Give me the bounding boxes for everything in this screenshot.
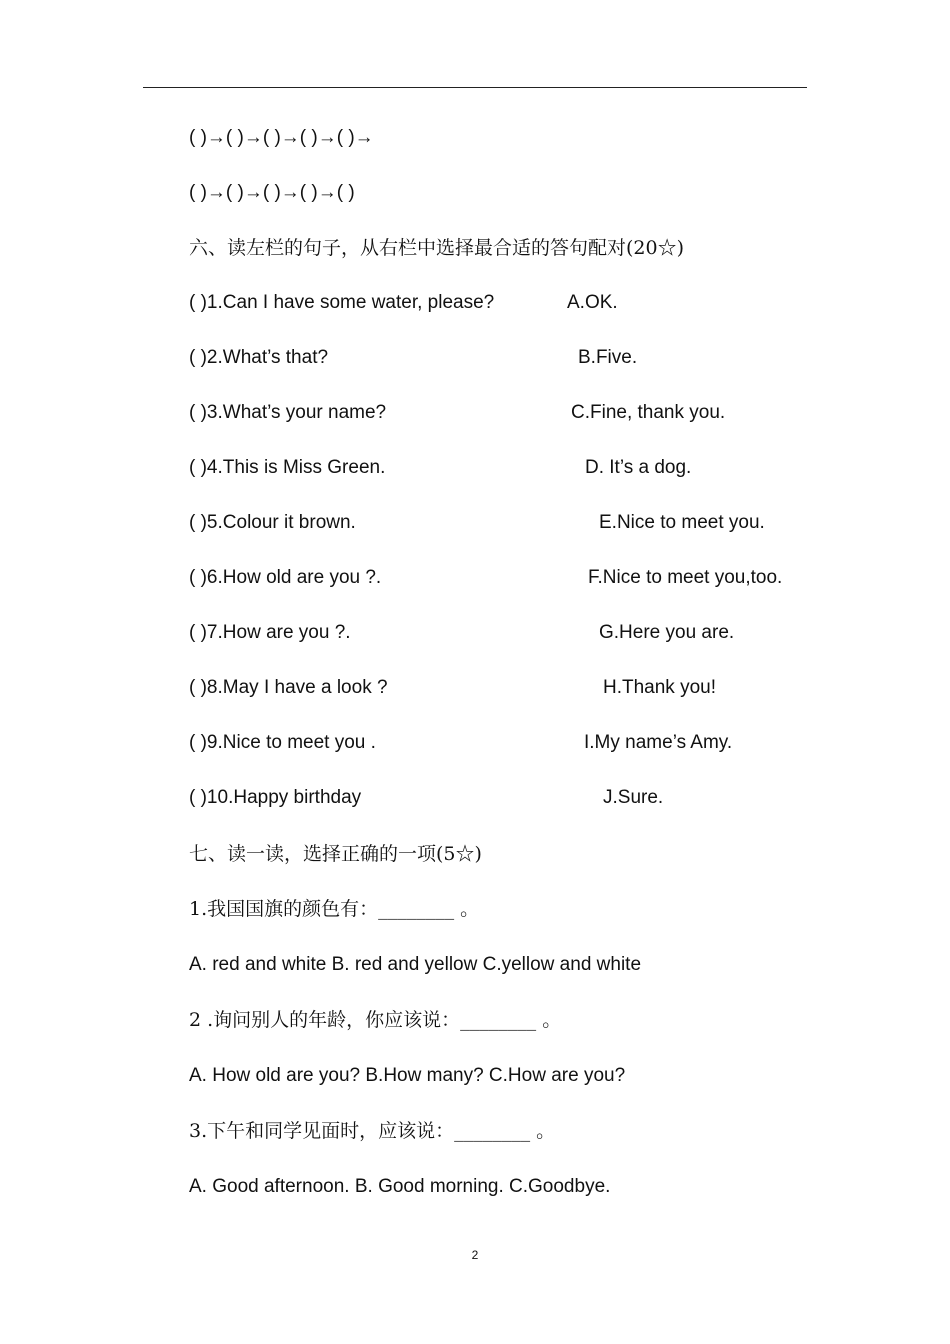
header-rule xyxy=(143,87,807,88)
match-question-2: ( )2.What’s that? xyxy=(189,347,329,368)
match-answer-i: I.My name’s Amy. xyxy=(584,732,733,753)
mc-question-2: 2 .询问别人的年龄，你应该说：________ 。 xyxy=(189,1009,562,1031)
match-answer-h: H.Thank you! xyxy=(603,677,716,698)
match-answer-g: G.Here you are. xyxy=(599,622,735,643)
mc-question-1: 1.我国国旗的颜色有：________ 。 xyxy=(189,898,480,920)
mc-options-3: A. Good afternoon. B. Good morning. C.Goodbye. xyxy=(189,1176,611,1197)
match-question-5: ( )5.Colour it brown. xyxy=(189,512,356,533)
match-question-4: ( )4.This is Miss Green. xyxy=(189,457,386,478)
page-number: 2 xyxy=(471,1248,479,1262)
match-question-7: ( )7.How are you ?. xyxy=(189,622,351,643)
match-question-6: ( )6.How old are you ?. xyxy=(189,567,382,588)
match-question-8: ( )8.May I have a look ? xyxy=(189,677,388,698)
match-answer-e: E.Nice to meet you. xyxy=(599,512,765,533)
match-answer-j: J.Sure. xyxy=(603,787,664,808)
match-question-1: ( )1.Can I have some water, please? xyxy=(189,292,495,313)
mc-question-3: 3.下午和同学见面时，应该说：________ 。 xyxy=(189,1120,556,1142)
order-line-1: ( )→( )→( )→( )→( )→ xyxy=(189,127,374,148)
match-question-3: ( )3.What’s your name? xyxy=(189,402,387,423)
section6-heading: 六、读左栏的句子，从右栏中选择最合适的答句配对(20☆) xyxy=(189,237,685,259)
match-answer-c: C.Fine, thank you. xyxy=(571,402,726,423)
match-answer-b: B.Five. xyxy=(578,347,638,368)
match-answer-a: A.OK. xyxy=(567,292,618,313)
section7-heading: 七、读一读，选择正确的一项(5☆) xyxy=(189,843,482,865)
order-line-2: ( )→( )→( )→( )→( ) xyxy=(189,182,355,203)
match-question-10: ( )10.Happy birthday xyxy=(189,787,362,808)
mc-options-2: A. How old are you? B.How many? C.How are you? xyxy=(189,1065,626,1086)
match-answer-f: F.Nice to meet you,too. xyxy=(588,567,783,588)
match-answer-d: D. It’s a dog. xyxy=(585,457,692,478)
mc-options-1: A. red and white B. red and yellow C.yellow and white xyxy=(189,954,642,975)
match-question-9: ( )9.Nice to meet you . xyxy=(189,732,376,753)
